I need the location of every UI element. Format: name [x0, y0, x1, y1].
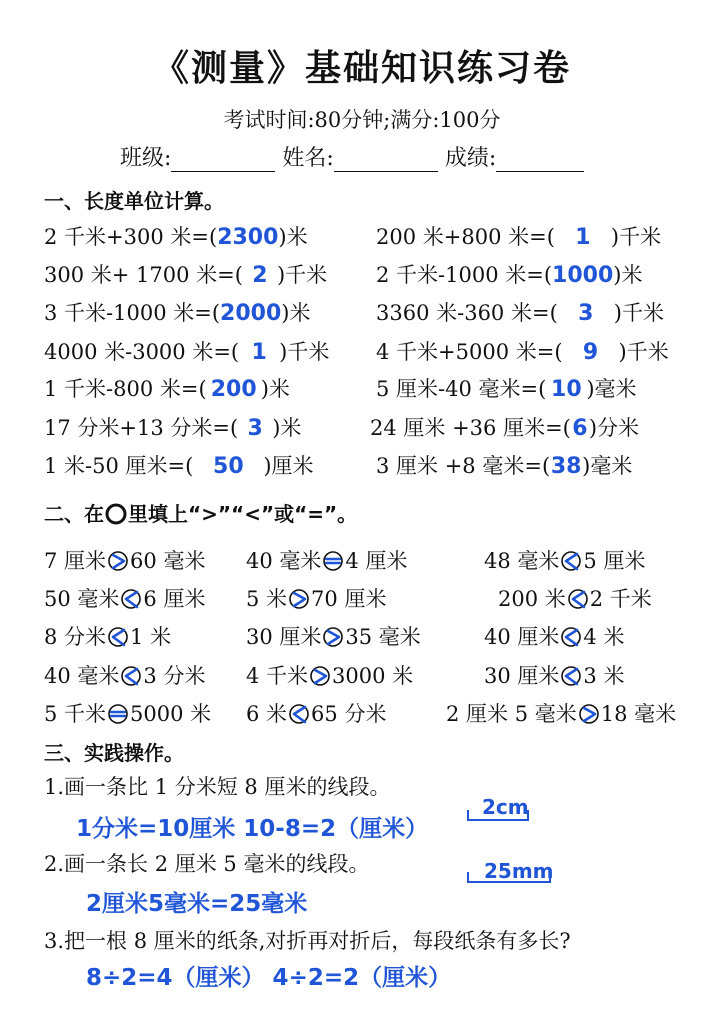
calc-item: 1 千米-800 米=( 200 )米	[44, 377, 290, 402]
calc-item: 200 米+800 米=( 1 )千米	[376, 225, 662, 250]
section3-heading: 三、实践操作。	[44, 741, 184, 765]
segment-1-line	[466, 808, 530, 822]
calc-answer: 38	[550, 454, 582, 479]
compare-circle[interactable]	[578, 703, 600, 725]
compare-item	[246, 621, 421, 651]
calc-item: 2 千米+300 米=(2300)米	[44, 225, 308, 250]
calc-answer: 9	[582, 340, 599, 365]
segment-1-label: 2cm	[482, 795, 529, 819]
compare-left: 48 毫米	[484, 549, 560, 573]
calc-answer: 2000	[220, 301, 282, 326]
compare-left: 2 厘米 5 毫米	[446, 702, 577, 726]
compare-item	[484, 621, 624, 651]
compare-right: 5 厘米	[583, 549, 646, 573]
calc-answer: 10	[551, 377, 582, 402]
compare-circle[interactable]	[322, 626, 344, 648]
class-blank[interactable]	[171, 149, 275, 172]
compare-right: 70 厘米	[311, 587, 387, 611]
name-label: 姓名:	[282, 146, 334, 171]
practice-answer-3: 8÷2=4（厘米） 4÷2=2（厘米）	[86, 965, 452, 991]
compare-right: 35 毫米	[345, 625, 421, 649]
section1-heading: 一、长度单位计算。	[44, 189, 224, 213]
compare-item	[246, 698, 386, 728]
compare-circle[interactable]	[120, 665, 142, 687]
practice-question-2: 2.画一条长 2 厘米 5 毫米的线段。	[44, 852, 370, 876]
compare-circle[interactable]	[288, 703, 310, 725]
practice-question-3: 3.把一根 8 厘米的纸条,对折再对折后，每段纸条有多长?	[44, 929, 571, 953]
calc-answer: 50	[213, 454, 244, 479]
compare-item	[246, 660, 413, 690]
compare-item	[484, 660, 624, 690]
student-info-row	[120, 141, 584, 172]
practice-answer-2: 2厘米5毫米=25毫米	[86, 891, 308, 917]
compare-right: 2 千米	[589, 587, 652, 611]
calc-item: 24 厘米 +36 厘米=(6)分米	[370, 416, 640, 441]
section2-heading: 二、在 里填上“>”“<”或“=”。	[44, 502, 358, 526]
compare-left: 5 千米	[44, 702, 107, 726]
calc-item: 4 千米+5000 米=( 9 )千米	[376, 340, 669, 365]
compare-circle[interactable]	[560, 626, 582, 648]
practice-answer-1: 1分米=10厘米 10-8=2（厘米）	[76, 816, 429, 842]
compare-left: 40 毫米	[44, 664, 120, 688]
name-blank[interactable]	[334, 149, 438, 172]
calc-item: 3360 米-360 米=( 3 )千米	[376, 301, 664, 326]
calc-item: 17 分米+13 分米=( 3 )米	[44, 416, 302, 441]
calc-answer: 200	[210, 377, 257, 402]
compare-right: 18 毫米	[600, 702, 677, 726]
compare-right: 65 分米	[311, 702, 387, 726]
exam-info: 考试时间:80分钟;满分:100分	[223, 108, 501, 132]
compare-left: 30 厘米	[246, 625, 322, 649]
class-label: 班级:	[120, 146, 172, 171]
segment-2-line	[466, 870, 552, 884]
compare-circle[interactable]	[288, 588, 310, 610]
compare-right: 4 厘米	[345, 549, 408, 573]
compare-left: 200 米	[498, 587, 566, 611]
circle-icon	[104, 503, 128, 525]
compare-left: 4 千米	[246, 664, 309, 688]
compare-circle[interactable]	[322, 550, 344, 572]
compare-left: 40 厘米	[484, 625, 560, 649]
compare-item	[446, 698, 676, 728]
practice-question-1: 1.画一条比 1 分米短 8 厘米的线段。	[44, 775, 391, 799]
compare-right: 3 米	[583, 664, 625, 688]
compare-right: 5000 米	[130, 702, 212, 726]
calc-answer: 1	[251, 340, 267, 365]
calc-item: 3 厘米 +8 毫米=(38)毫米	[376, 454, 633, 479]
calc-item: 5 厘米-40 毫米=( 10 )毫米	[376, 377, 637, 402]
compare-left: 8 分米	[44, 625, 107, 649]
segment-2-label: 25mm	[484, 859, 554, 883]
page-title: 《测量》基础知识练习卷	[152, 48, 571, 89]
compare-item	[498, 583, 652, 613]
score-label: 成绩:	[444, 146, 497, 171]
calc-answer: 6	[572, 416, 588, 441]
compare-circle[interactable]	[107, 550, 129, 572]
compare-left: 6 米	[246, 702, 288, 726]
compare-item	[44, 660, 205, 690]
compare-right: 6 厘米	[143, 587, 206, 611]
score-blank[interactable]	[496, 149, 584, 172]
compare-item	[44, 698, 211, 728]
compare-item	[44, 583, 205, 613]
calc-answer: 3	[247, 416, 263, 441]
calc-answer: 1000	[552, 263, 614, 288]
compare-item	[44, 621, 171, 651]
compare-right: 1 米	[130, 625, 172, 649]
compare-item	[246, 583, 386, 613]
compare-item	[246, 545, 407, 575]
calc-answer: 1	[575, 225, 591, 250]
calc-item: 3 千米-1000 米=(2000)米	[44, 301, 311, 326]
compare-left: 5 米	[246, 587, 288, 611]
compare-left: 30 厘米	[484, 664, 560, 688]
compare-circle[interactable]	[560, 550, 582, 572]
compare-circle[interactable]	[309, 665, 331, 687]
compare-circle[interactable]	[120, 588, 142, 610]
compare-circle[interactable]	[107, 703, 129, 725]
calc-item: 1 米-50 厘米=( 50 )厘米	[44, 454, 314, 479]
compare-left: 40 毫米	[246, 549, 322, 573]
compare-item	[484, 545, 645, 575]
calc-answer: 2	[252, 263, 268, 288]
calc-answer: 3	[578, 301, 594, 326]
compare-right: 60 毫米	[130, 549, 206, 573]
compare-left: 50 毫米	[44, 587, 120, 611]
compare-circle[interactable]	[560, 665, 582, 687]
calc-item: 2 千米-1000 米=(1000)米	[376, 263, 643, 288]
calc-item: 300 米+ 1700 米=( 2 )千米	[44, 263, 328, 288]
compare-right: 3 分米	[143, 664, 206, 688]
compare-item	[44, 545, 205, 575]
compare-right: 4 米	[583, 625, 625, 649]
compare-right: 3000 米	[332, 664, 414, 688]
compare-left: 7 厘米	[44, 549, 107, 573]
compare-circle[interactable]	[107, 626, 129, 648]
calc-item: 4000 米-3000 米=( 1 )千米	[44, 340, 330, 365]
calc-answer: 2300	[217, 225, 279, 250]
compare-circle[interactable]	[567, 588, 589, 610]
